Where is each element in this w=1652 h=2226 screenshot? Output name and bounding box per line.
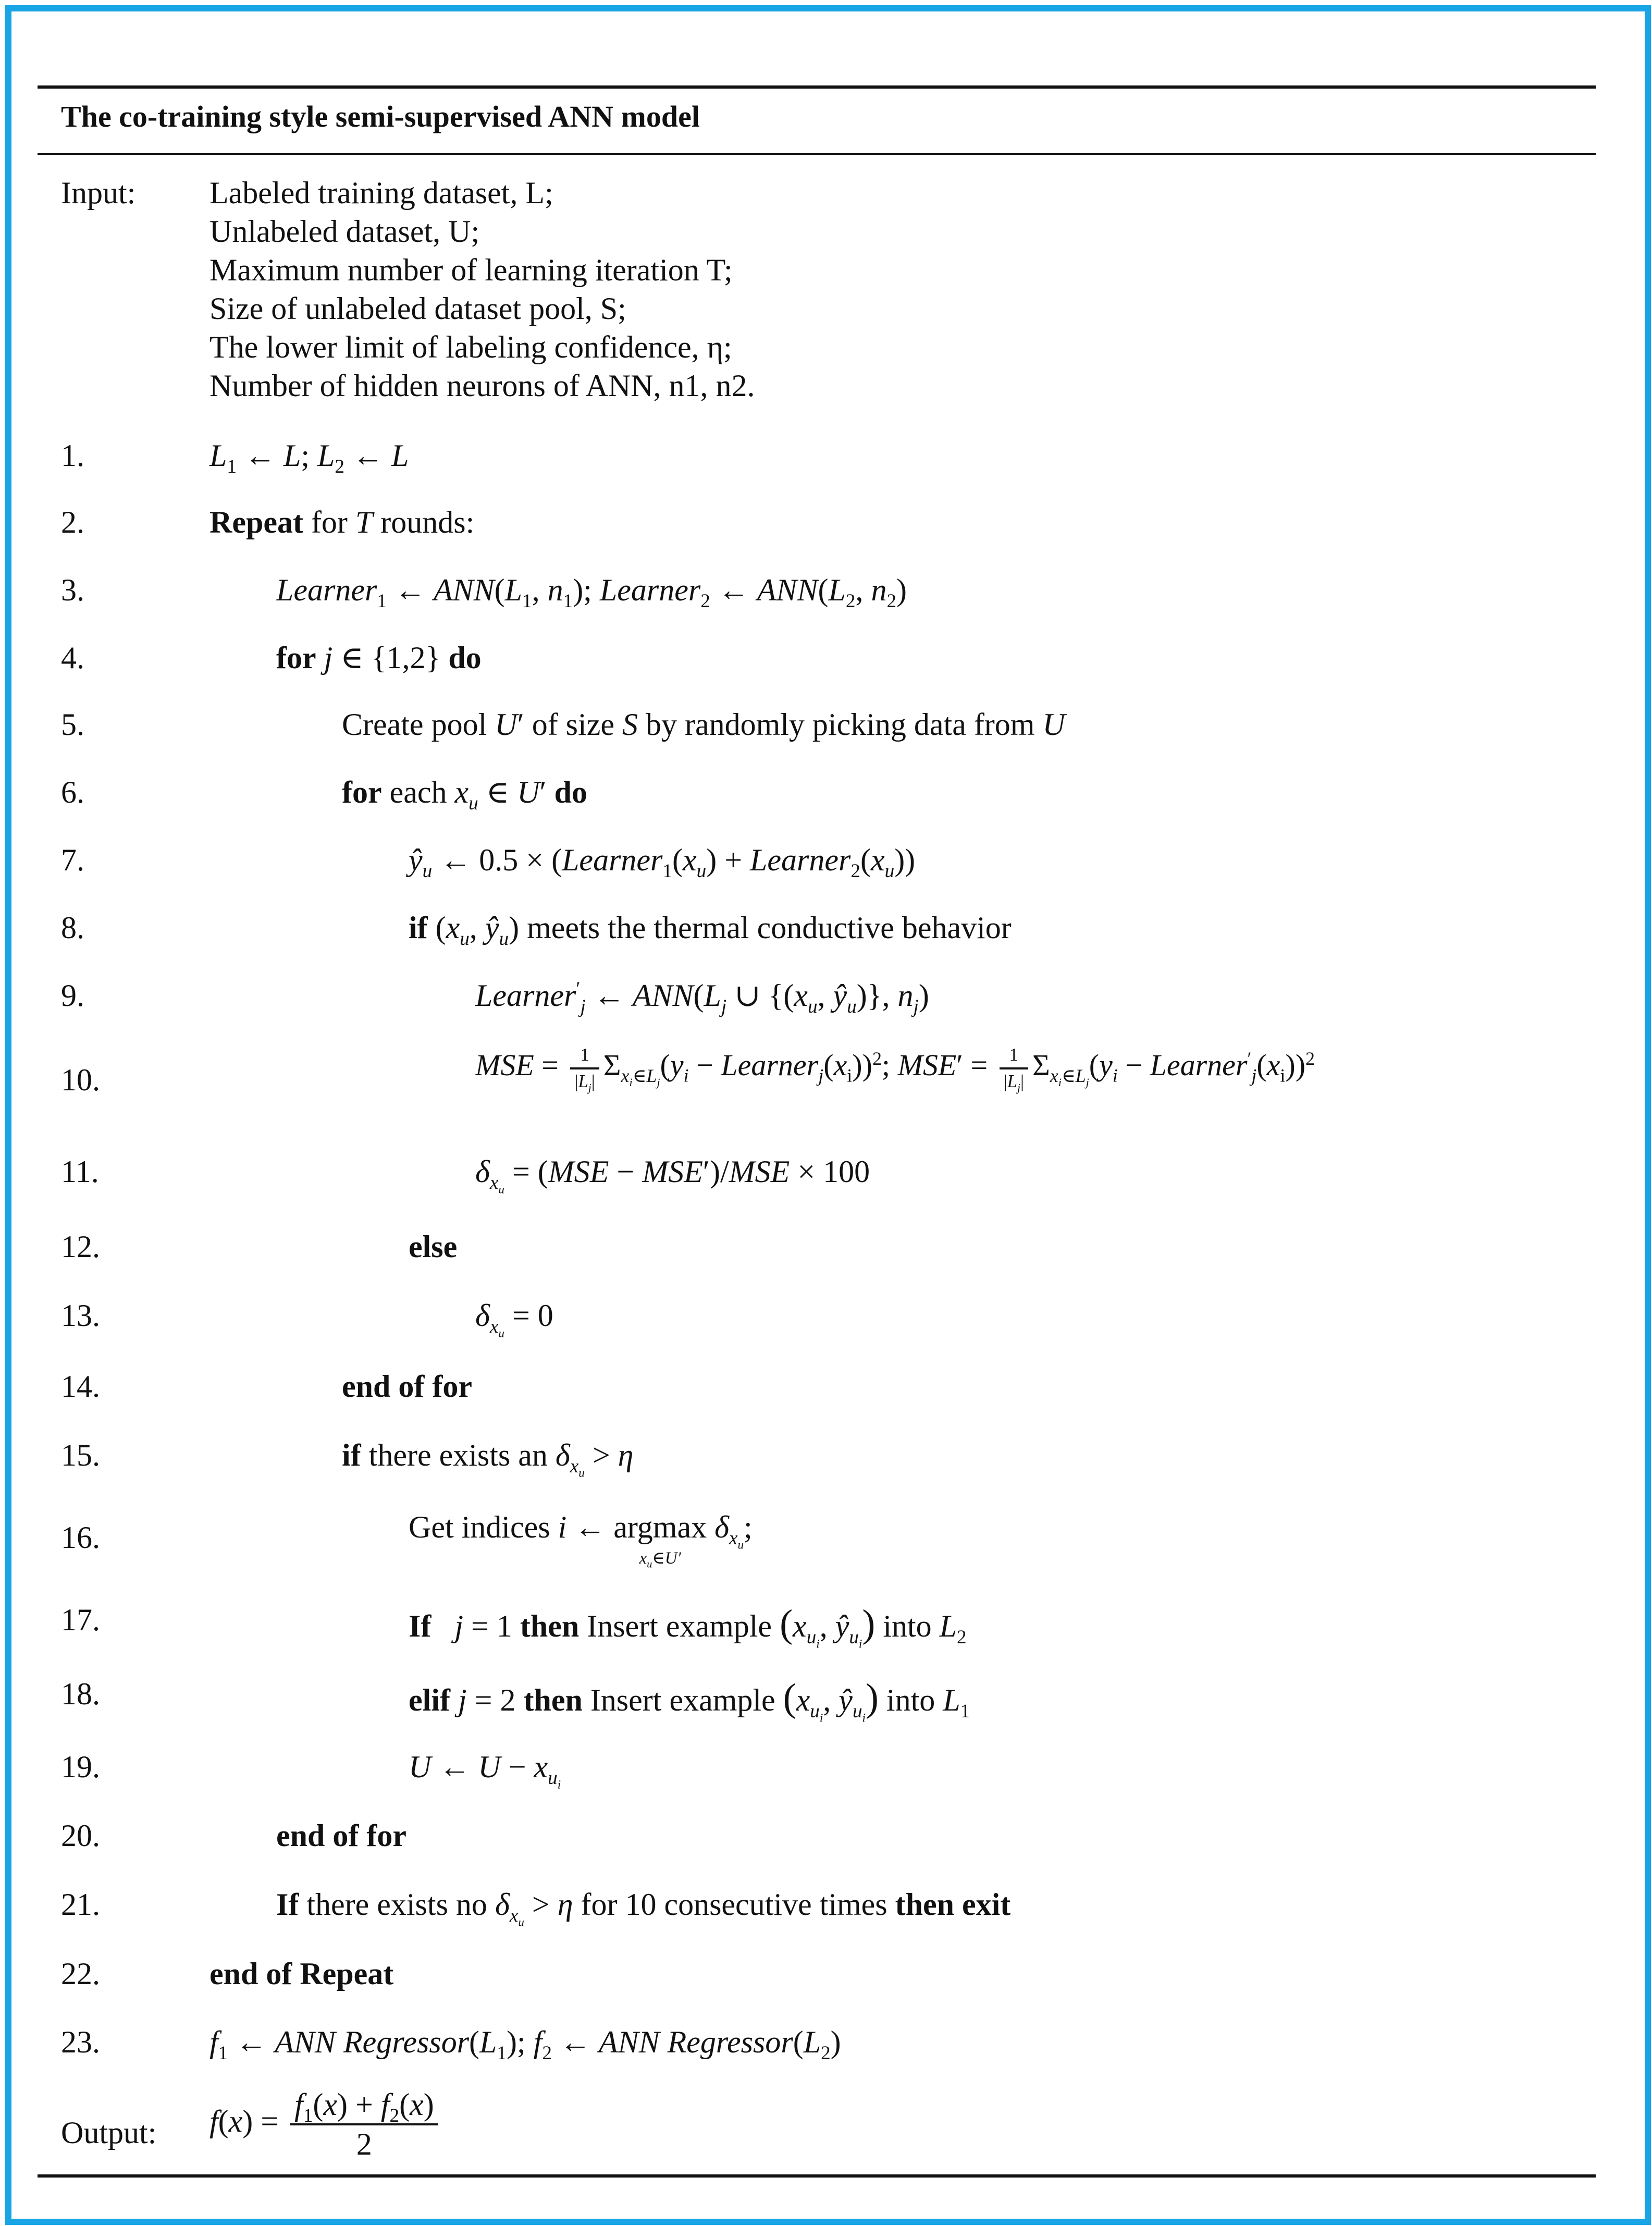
step-num-6: 6. <box>61 775 84 809</box>
step-3: Learner$_1$ ← $ANN(L_1$, $n_1$); Learner$_2$ ← $ANN(L_2$, $n_2$) <box>276 573 907 612</box>
step-11: $\delta_{x_u} = (MSE - MSE')/MSE \times 100$ <box>475 1154 870 1196</box>
input-line-3 <box>209 254 733 286</box>
step-num-8: 8. <box>61 911 84 945</box>
step-num-15: 15. <box>61 1438 100 1472</box>
step-num-22: 22. <box>61 1957 100 1991</box>
step-20: end of for <box>276 1818 406 1853</box>
step-num-4: 4. <box>61 641 84 675</box>
step-4: for j ∈ {1,2} do <box>276 641 482 675</box>
input-line-1 <box>209 177 553 208</box>
step-17: If j = 1 then Insert example ($x_{u_i}$, $ŷ_{u_i}$) into $L_2$ <box>409 1602 967 1651</box>
step-num-5: 5. <box>61 707 84 742</box>
input-line-2 <box>209 216 479 247</box>
step-num-10: 10. <box>61 1063 100 1097</box>
bottom-rule <box>38 2174 1596 2178</box>
step-23: $f_1$ ← ANN $Regressor(L_1)$; $f_2$ ← ANN $Regressor(L_2)$ <box>209 2025 841 2064</box>
step-num-16: 16. <box>61 1520 100 1555</box>
step-num-1: 1. <box>61 438 84 473</box>
step-num-12: 12. <box>61 1229 100 1264</box>
top-rule <box>38 85 1596 89</box>
step-14: end of for <box>342 1369 472 1404</box>
step-7: $ŷ_u$ ← $0.5 \times (Learner_1(x_u)$ + $Learner_2(x_u)$) <box>409 843 916 882</box>
step-9: Learner′$_j$ ← $ANN(L_j$ ∪ {($x_u$, $ŷ_u$)}, $n_j$) <box>475 978 929 1017</box>
step-num-14: 14. <box>61 1369 100 1404</box>
input-line-3-text: Maximum number of learning iteration T; <box>209 253 733 287</box>
step-15: if there exists an $\delta_{x_u} > \eta$ <box>342 1438 634 1480</box>
input-line-5-text: The lower limit of labeling confidence, η; <box>209 330 732 364</box>
step-num-17: 17. <box>61 1603 100 1637</box>
step-5: Create pool U′ of size S by randomly picking data from U <box>342 707 1065 742</box>
output-label: Output: <box>61 2116 157 2150</box>
input-line-2-text: Unlabeled dataset, U; <box>209 214 480 249</box>
input-line-1-text: Labeled training dataset, L; <box>209 176 553 210</box>
input-line-6-text: Number of hidden neurons of ANN, n1, n2. <box>209 368 755 403</box>
input-line-4-text: Size of unlabeled dataset pool, S; <box>209 291 626 326</box>
step-num-19: 19. <box>61 1750 100 1784</box>
step-1: $L_1$ ← L; $L_2$ ← L <box>209 438 409 477</box>
step-6: for each $x_u$ ∈ U′ do <box>342 775 588 814</box>
step-18: elif j = 2 then Insert example ($x_{u_i}$, $ŷ_{u_i}$) into $L_1$ <box>409 1676 970 1725</box>
input-line-4 <box>209 293 626 324</box>
step-num-20: 20. <box>61 1818 100 1853</box>
step-22: end of Repeat <box>209 1957 394 1991</box>
output-formula: f(x) = $\frac{f_1(x) + f_2(x)}{2}$ <box>209 2089 442 2160</box>
input-label: Input: <box>61 176 136 210</box>
step-num-2: 2. <box>61 505 84 539</box>
step-12: else <box>409 1229 458 1264</box>
table-title: The co-training style semi-supervised ANN model <box>61 100 700 133</box>
step-21: If there exists no $\delta_{x_u} > \eta$ for 10 consecutive times then exit <box>276 1887 1011 1929</box>
step-2: Repeat for T rounds: <box>209 505 475 539</box>
step-num-23: 23. <box>61 2025 100 2059</box>
step-num-9: 9. <box>61 978 84 1013</box>
step-16: Get indices i ← argmax $x_u\in U'$ $\delta_{x_u}$; <box>409 1510 753 1570</box>
step-10: MSE = $\frac{1}{|L_j|}$ $\Sigma_{x_i\in L_j}(y_i$ − $Learner_j(x_i))^2$; MSE′ = $\frac{1}{|L_j|}$ $\Sigma_{x_i\in L_j}(y_i$ − $Learner'_j(x_i))^2$ <box>475 1044 1315 1094</box>
step-num-21: 21. <box>61 1887 100 1922</box>
step-num-7: 7. <box>61 843 84 877</box>
step-num-11: 11. <box>61 1154 99 1189</box>
step-num-3: 3. <box>61 573 84 607</box>
input-line-6 <box>209 370 755 401</box>
algorithm-figure-frame <box>5 5 1651 2225</box>
step-text-1 <box>11 11 12 12</box>
input-line-5 <box>209 331 732 363</box>
step-num-13: 13. <box>61 1298 100 1333</box>
step-19: U ← $U - x_{u_i}$ <box>409 1750 561 1791</box>
step-8: if ($x_u$, $ŷ_u$) meets the thermal conductive behavior <box>409 911 1012 950</box>
step-13: $\delta_{x_u} = 0$ <box>475 1298 553 1340</box>
header-rule <box>38 153 1596 155</box>
step-num-18: 18. <box>61 1677 100 1711</box>
